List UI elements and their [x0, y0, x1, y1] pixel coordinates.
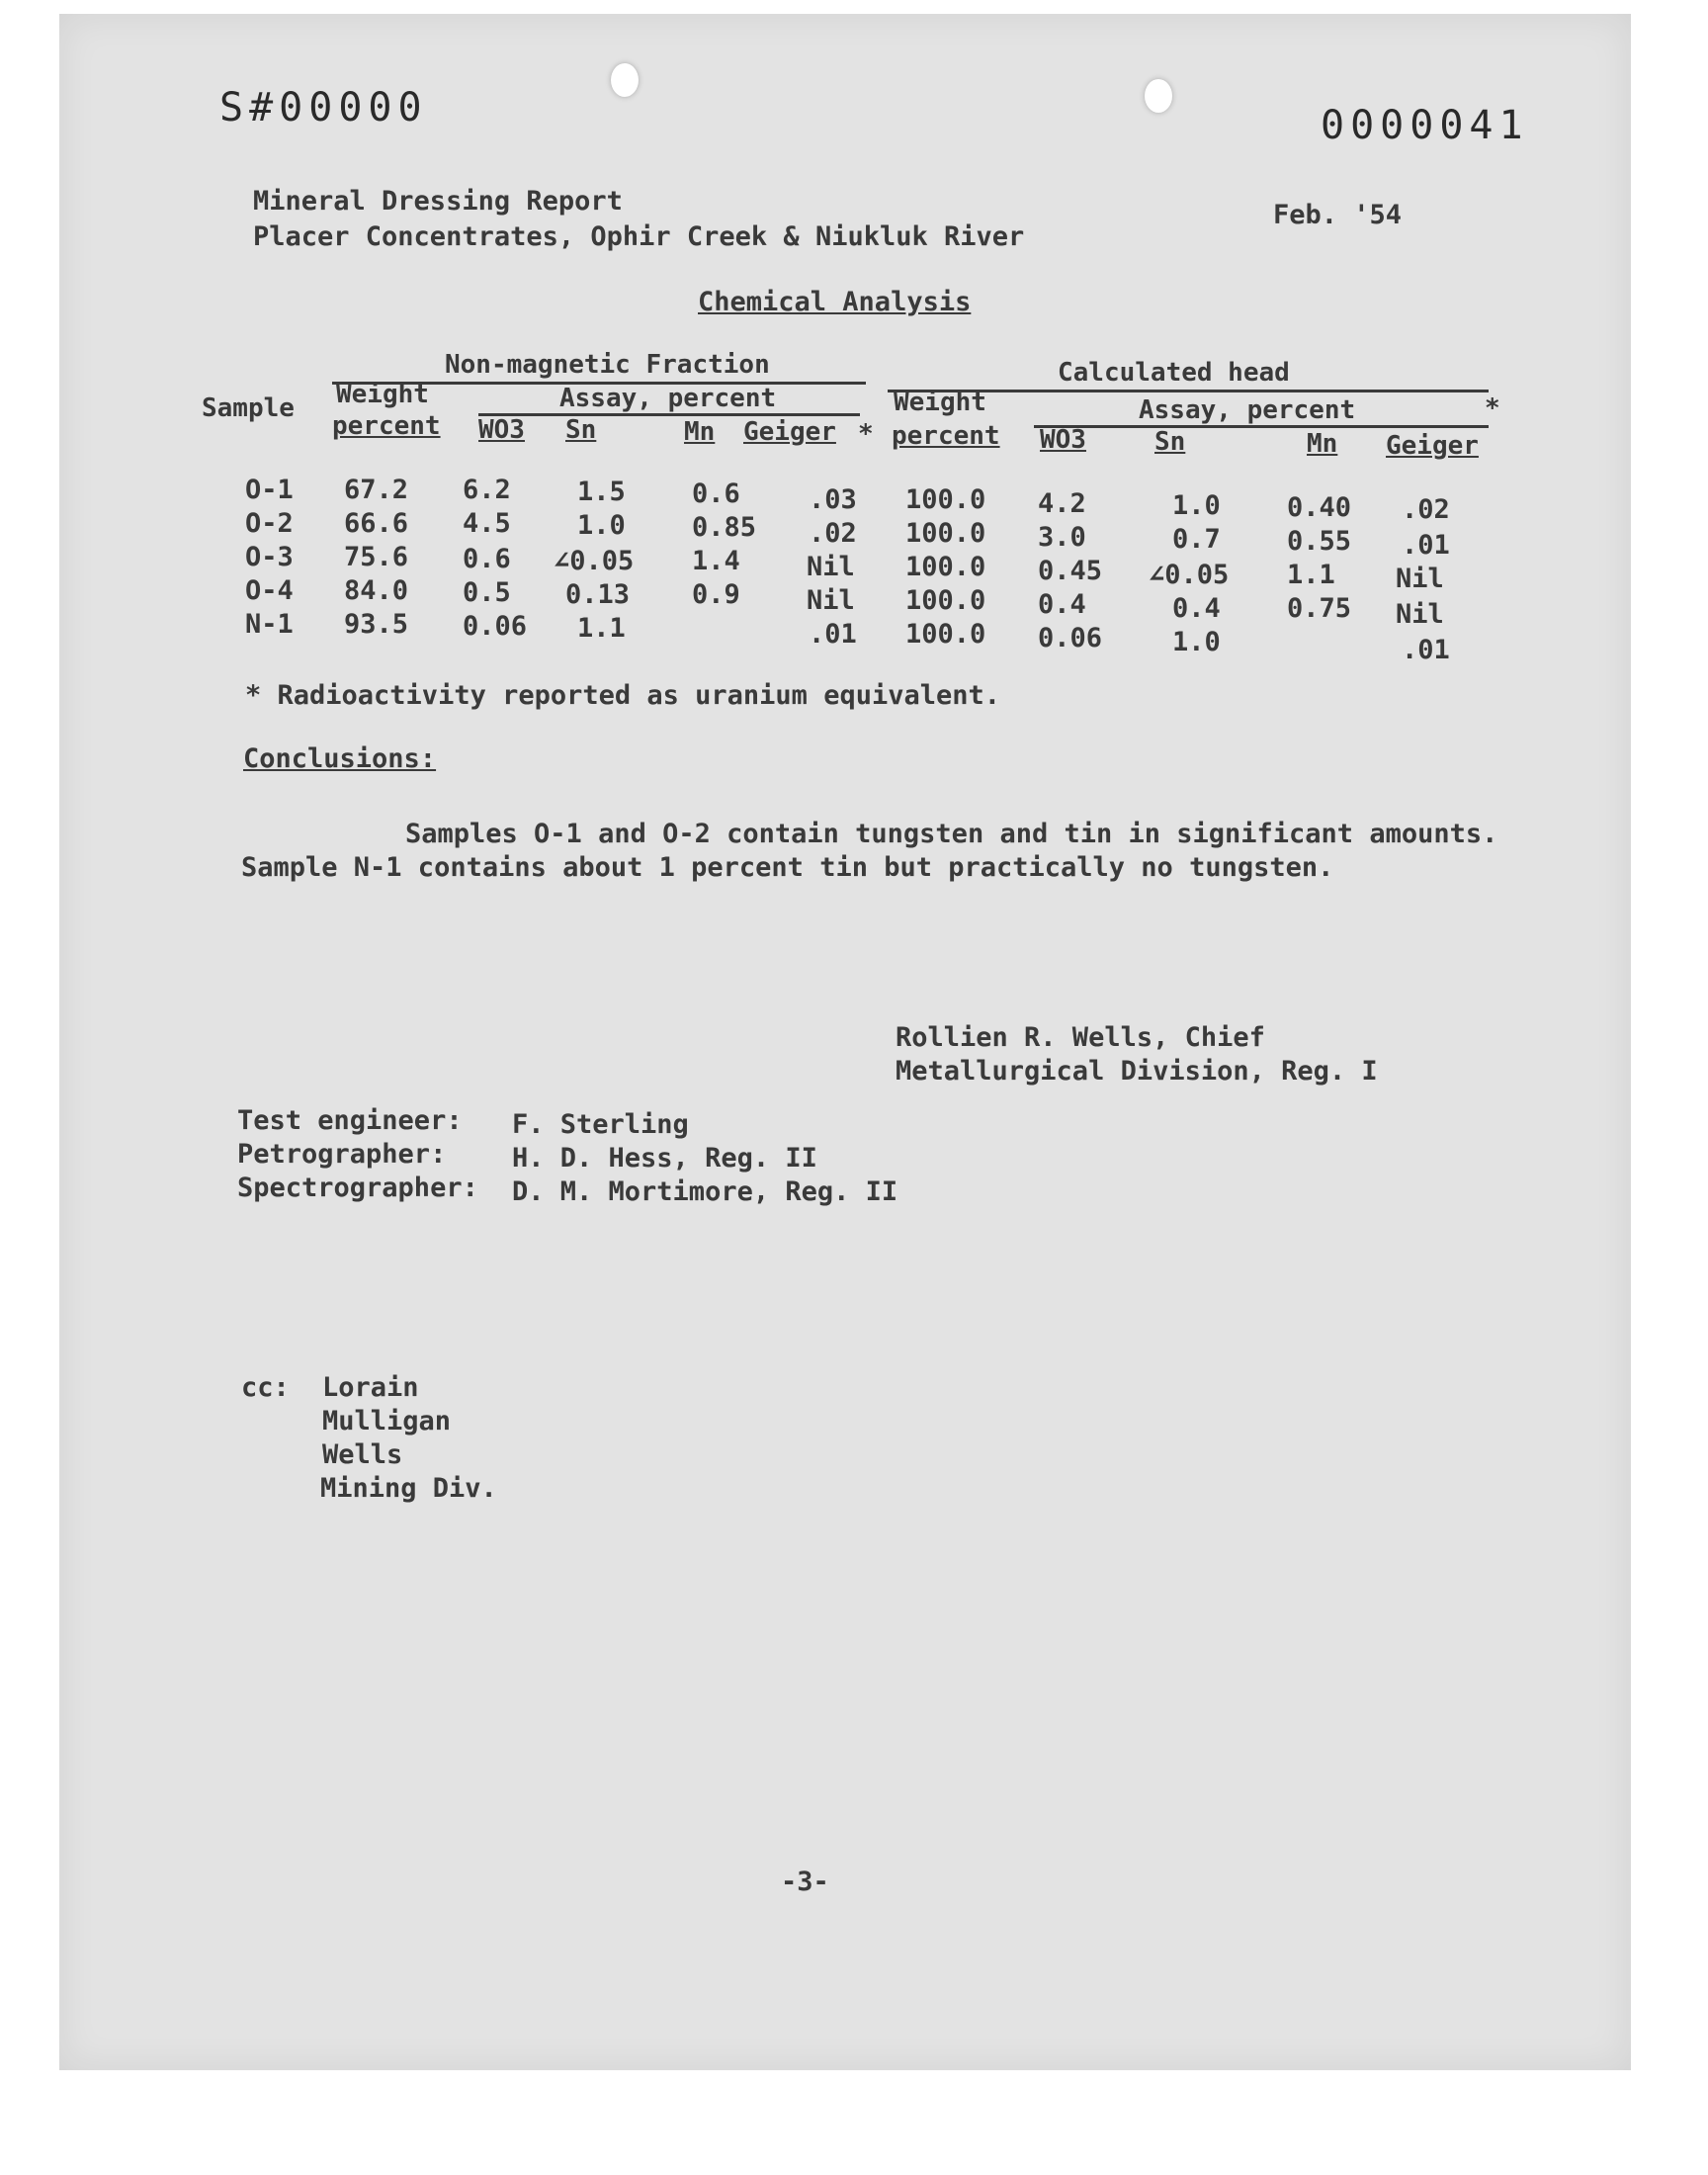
table-cell-nm-weight: 67.2: [344, 475, 409, 505]
ch-weight-bottom: percent: [892, 421, 1000, 451]
nm-sn-header: Sn: [565, 415, 597, 445]
cc-name: Mulligan: [322, 1406, 452, 1436]
table-cell-nm-wo3: 0.06: [463, 611, 528, 642]
ch-star: *: [1485, 393, 1500, 423]
table-cell-ch-weight: 100.0: [905, 552, 986, 582]
staff-role: Petrographer:: [237, 1139, 447, 1170]
nm-assay-rule: [478, 413, 860, 416]
staff-name: H. D. Hess, Reg. II: [512, 1143, 817, 1174]
stamp-left: S#00000: [219, 85, 428, 130]
cc-name: Wells: [322, 1439, 403, 1470]
table-cell-nm-sn: 1.5: [577, 477, 626, 507]
table-cell-nm-wo3: 0.5: [463, 577, 511, 608]
table-cell-nm-sn: 0.13: [565, 579, 631, 610]
ch-assay-label: Assay, percent: [1139, 395, 1356, 425]
ch-sn-header: Sn: [1154, 427, 1186, 457]
table-cell-nm-weight: 93.5: [344, 609, 409, 640]
table-cell-nm-mn: 0.9: [692, 579, 740, 610]
table-cell-nm-geiger: .01: [809, 619, 857, 650]
table-cell-ch-mn: 0.75: [1287, 593, 1352, 624]
conclusions-line-2: Sample N-1 contains about 1 percent tin but practically no tungsten.: [241, 852, 1334, 883]
table-cell-nm-geiger: .02: [809, 518, 857, 549]
nm-geiger-header: Geiger: [743, 417, 836, 447]
staff-name: D. M. Mortimore, Reg. II: [512, 1176, 898, 1207]
table-cell-ch-sn: 0.4: [1172, 593, 1221, 624]
table-cell-nm-sn: 1.0: [577, 510, 626, 541]
stamp-right: 0000041: [1321, 103, 1529, 148]
table-cell-nm-geiger: Nil: [807, 552, 855, 582]
table-cell-ch-mn: 0.55: [1287, 526, 1352, 557]
page-number: -3-: [781, 1867, 829, 1897]
table-cell-ch-wo3: 0.4: [1038, 589, 1086, 620]
table-cell-nm-wo3: 0.6: [463, 544, 511, 574]
group-right-label: Calculated head: [1058, 358, 1290, 388]
nm-weight-top: Weight: [336, 380, 429, 409]
ch-weight-top: Weight: [894, 388, 986, 417]
nm-mn-header: Mn: [684, 417, 716, 447]
cc-label: cc:: [241, 1372, 290, 1403]
signature-line-1: Rollien R. Wells, Chief: [896, 1022, 1265, 1053]
ch-mn-header: Mn: [1307, 429, 1338, 459]
ch-wo3-header: WO3: [1040, 425, 1086, 455]
table-cell-nm-geiger: .03: [809, 484, 857, 515]
nm-geiger-star: *: [858, 419, 874, 449]
table-cell-nm-wo3: 4.5: [463, 508, 511, 539]
punch-hole-right: [1145, 79, 1172, 113]
staff-role: Test engineer:: [237, 1105, 463, 1136]
table-cell-ch-wo3: 0.45: [1038, 556, 1103, 586]
table-cell-ch-mn: 1.1: [1287, 560, 1335, 590]
table-cell-ch-wo3: 3.0: [1038, 522, 1086, 553]
table-cell-sample: O-3: [245, 542, 294, 572]
table-cell-ch-sn: 1.0: [1172, 490, 1221, 521]
ch-geiger-header: Geiger: [1386, 431, 1479, 461]
table-cell-ch-mn: 0.40: [1287, 492, 1352, 523]
cc-name: Lorain: [322, 1372, 419, 1403]
table-cell-ch-weight: 100.0: [905, 585, 986, 616]
table-cell-ch-wo3: 0.06: [1038, 623, 1103, 653]
nm-weight-bottom: percent: [332, 411, 441, 441]
table-cell-nm-wo3: 6.2: [463, 475, 511, 505]
table-cell-sample: O-2: [245, 508, 294, 539]
table-cell-ch-wo3: 4.2: [1038, 488, 1086, 519]
report-title: Mineral Dressing Report: [253, 186, 623, 217]
punch-hole-left: [611, 63, 639, 97]
table-cell-nm-weight: 75.6: [344, 542, 409, 572]
table-cell-ch-sn: ∠0.05: [1149, 560, 1230, 590]
table-cell-nm-mn: 1.4: [692, 546, 740, 576]
staff-role: Spectrographer:: [237, 1173, 478, 1203]
table-cell-ch-geiger: .02: [1402, 494, 1450, 525]
signature-line-2: Metallurgical Division, Reg. I: [896, 1056, 1378, 1087]
table-cell-ch-geiger: .01: [1402, 530, 1450, 561]
table-cell-ch-weight: 100.0: [905, 619, 986, 650]
table-cell-nm-sn: ∠0.05: [554, 546, 635, 576]
sample-header: Sample: [202, 393, 295, 423]
conclusions-heading: Conclusions:: [243, 743, 437, 774]
report-subtitle: Placer Concentrates, Ophir Creek & Niukluk River: [253, 221, 1025, 252]
table-cell-ch-weight: 100.0: [905, 518, 986, 549]
table-cell-nm-weight: 66.6: [344, 508, 409, 539]
table-cell-sample: O-4: [245, 575, 294, 606]
group-left-label: Non-magnetic Fraction: [445, 350, 770, 380]
table-cell-ch-sn: 1.0: [1172, 627, 1221, 657]
cc-name: Mining Div.: [320, 1473, 497, 1504]
table-cell-sample: O-1: [245, 475, 294, 505]
conclusions-line-1: Samples O-1 and O-2 contain tungsten and tin in significant amounts.: [405, 819, 1498, 849]
table-cell-nm-geiger: Nil: [807, 585, 855, 616]
table-cell-nm-mn: 0.6: [692, 478, 740, 509]
nm-wo3-header: WO3: [478, 415, 525, 445]
footnote: * Radioactivity reported as uranium equivalent.: [245, 680, 1001, 711]
table-cell-ch-weight: 100.0: [905, 484, 986, 515]
table-cell-ch-geiger: .01: [1402, 635, 1450, 665]
nm-assay-label: Assay, percent: [559, 384, 777, 413]
table-cell-nm-sn: 1.1: [577, 613, 626, 644]
table-cell-ch-geiger: Nil: [1396, 599, 1444, 630]
table-cell-ch-geiger: Nil: [1396, 564, 1444, 594]
section-title: Chemical Analysis: [698, 287, 972, 317]
report-date: Feb. '54: [1273, 200, 1403, 230]
table-cell-sample: N-1: [245, 609, 294, 640]
table-cell-nm-mn: 0.85: [692, 512, 757, 543]
ch-assay-rule: [1034, 425, 1489, 428]
table-cell-ch-sn: 0.7: [1172, 524, 1221, 555]
table-cell-nm-weight: 84.0: [344, 575, 409, 606]
staff-name: F. Sterling: [512, 1109, 689, 1140]
